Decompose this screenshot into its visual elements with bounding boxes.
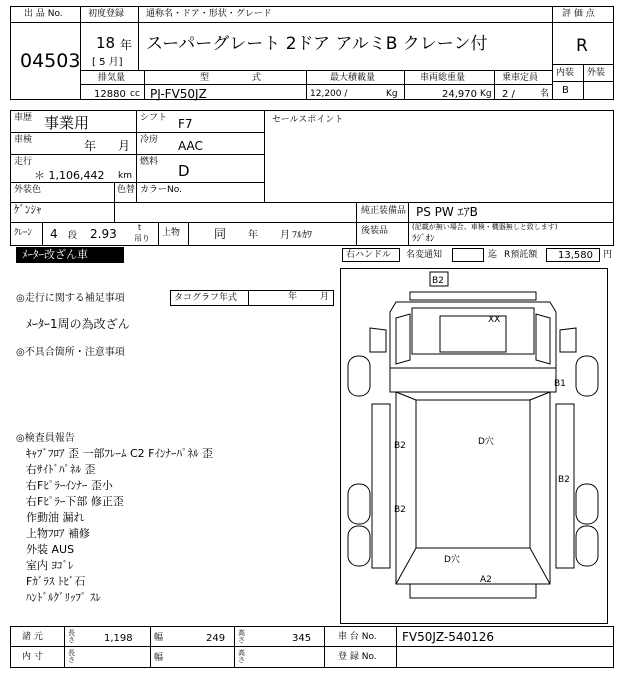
interior-grade-label: 内装 [556, 68, 575, 78]
inspection-year: 年 [84, 139, 97, 153]
chassis-value: FV50JZ-540126 [402, 630, 495, 644]
inspector-lines [26, 448, 336, 608]
gross-weight-value: 24,970 [442, 89, 477, 100]
color-code-label: カラーNo. [140, 185, 182, 195]
inspector-line: 室内 ﾖｺﾞﾚ [26, 559, 74, 572]
rating-label: 評 価 点 [562, 9, 595, 19]
inspector-line: 作動油 漏れ [26, 511, 85, 524]
inspection-month: 月 [118, 139, 131, 153]
length-label: 長さ [68, 649, 75, 664]
tachograph-year: 年 [288, 292, 298, 302]
running-note-text: ﾒｰﾀｰ1周の為改ざん [26, 317, 130, 331]
displacement-unit: cc [130, 89, 140, 99]
length-label: 長さ [68, 629, 75, 644]
height-label: 高さ [238, 649, 245, 664]
model-label: 型 式 [200, 73, 281, 83]
registration-label: 登 録 No. [338, 652, 377, 662]
shift-label: シフト [140, 113, 168, 123]
inspector-line: 右Fﾋﾟﾗｰｲﾝﾅｰ 歪小 [26, 479, 113, 492]
exterior-grade-label: 外装 [587, 68, 606, 78]
crane-capacity-unit-bottom: 吊り [134, 234, 150, 243]
damage-mark: D穴 [478, 437, 494, 447]
r-deposit-unit: 円 [603, 250, 613, 260]
history-label: 車歴 [14, 113, 33, 123]
inspector-line: ｷｬﾌﾞﾌﾛｱ 歪 一部ﾌﾚｰﾑ C2 Fｲﾝﾅｰﾊﾟﾈﾙ 歪 [26, 447, 213, 460]
upper-body-maker: ﾌﾙｶﾜ [292, 230, 312, 241]
spec-label: 諸 元 [22, 632, 43, 642]
first-registration-year-unit: 年 [120, 38, 133, 52]
first-registration-label: 初度登録 [88, 9, 125, 19]
crane-stages: 4 [50, 227, 58, 241]
displacement-label: 排気量 [98, 73, 126, 83]
width-label: 幅 [154, 653, 164, 663]
interior-dim-label: 内 寸 [22, 652, 43, 662]
equipment-value: PS PW ｴｱB [416, 205, 478, 219]
max-load-value: 12,200 / [310, 89, 348, 99]
r-deposit-value: 13,580 [558, 250, 593, 261]
first-registration-year: 18 [96, 34, 116, 52]
history-value: 事業用 [44, 114, 90, 132]
running-note-label: ◎走行に関する補足事項 [16, 293, 125, 304]
inspector-line: 右ｻｲﾄﾞﾊﾟﾈﾙ 歪 [26, 463, 96, 476]
damage-mark: D穴 [444, 555, 460, 565]
shift-value: F7 [178, 117, 193, 131]
vehicle-name-label: 通称名・ドア・形状・グレード [146, 9, 272, 19]
gross-weight-unit: Kg [480, 89, 492, 99]
mileage-label: 走行 [14, 157, 33, 167]
max-load-unit: Kg [386, 89, 398, 99]
capacity-unit: 名 [540, 89, 550, 99]
first-registration-month: [ 5 月] [92, 57, 123, 68]
upper-body-label: 上物 [162, 228, 181, 238]
sales-point-label: セールスポイント [272, 115, 344, 125]
length-value: 1,198 [104, 633, 133, 644]
damage-mark: XX [488, 315, 501, 325]
tachograph-month: 月 [320, 292, 330, 302]
aftermarket-note: (記載が無い場合、車検・機器無しと致します) [412, 223, 558, 231]
name-change-label: 名変通知 [406, 250, 443, 260]
equipment-label: 純正装備品 [361, 206, 407, 216]
crane-stage-unit: 段 [68, 231, 78, 241]
capacity-label: 乗車定員 [502, 73, 539, 83]
chassis-label: 車 台 No. [338, 632, 377, 642]
width-value: 249 [206, 633, 226, 644]
mileage-unit: km [118, 171, 132, 181]
inspector-line: ﾊﾝﾄﾞﾙｸﾞﾘｯﾌﾟ ｽﾚ [26, 591, 101, 604]
fuel-value: D [178, 162, 190, 180]
auction-sheet [10, 6, 614, 670]
r-deposit-label: R預託額 [504, 250, 538, 260]
until-label: 迄 [488, 250, 498, 260]
damage-mark: B2 [394, 505, 406, 515]
aftermarket-label: 後装品 [361, 226, 389, 236]
crane-capacity: 2.93 [90, 227, 117, 241]
upper-body-month: 月 [280, 230, 290, 241]
rating-value: R [576, 36, 588, 56]
damage-mark: B2 [558, 475, 570, 485]
lot-number: 04503 [20, 50, 81, 72]
model-value: PJ-FV50JZ [150, 87, 207, 101]
interior-grade-value: B [562, 85, 569, 96]
inspector-line: 上物ﾌﾛｱ 補修 [26, 527, 90, 540]
ac-label: 冷房 [140, 135, 159, 145]
damage-mark: B2 [432, 276, 444, 286]
right-handle-label: 右ハンドル [346, 250, 392, 260]
displacement-value: 12880 [94, 89, 126, 100]
name-change-box [452, 248, 484, 262]
mileage-value: ＊ 1,106,442 [34, 169, 105, 182]
crane-capacity-unit-top: t [138, 223, 142, 232]
defect-label: ◎不具合箇所・注意事項 [16, 347, 125, 358]
inspection-label: 車検 [14, 135, 33, 145]
height-value: 345 [292, 633, 312, 644]
ac-value: AAC [178, 139, 203, 153]
tachograph-label: タコグラフ年式 [174, 293, 238, 303]
upper-body-year: 年 [248, 230, 258, 241]
color-change-label: 色替 [117, 185, 136, 195]
inspector-line: 外装 AUS [26, 543, 75, 556]
damage-mark: A2 [480, 575, 492, 585]
inspector-line: 右Fﾋﾟﾗｰ下部 修正歪 [26, 495, 124, 508]
exterior-color-label: 外装色 [14, 185, 42, 195]
lot-label: 出 品 No. [24, 9, 63, 19]
aftermarket-value: ﾗｼﾞｵﾝ [412, 234, 435, 244]
max-load-label: 最大積載量 [330, 73, 376, 83]
gross-weight-label: 車両総重量 [420, 73, 466, 83]
crane-label: ｸﾚｰﾝ [14, 228, 33, 238]
exterior-color-value: ｹﾞﾝｼｬ [14, 203, 42, 216]
inspector-label: ◎検査員報告 [16, 433, 75, 444]
damage-mark: B2 [394, 441, 406, 451]
footer-section [10, 626, 614, 668]
truck-diagram [340, 268, 608, 624]
upper-body-same: 同 [214, 227, 227, 241]
capacity-value: 2 / [502, 89, 515, 100]
width-label: 幅 [154, 633, 164, 643]
height-label: 高さ [238, 629, 245, 644]
grade-text: スーパーグレート 2ドア アルミB クレーン付 [146, 34, 488, 54]
inspector-line: Fｶﾞﾗｽ ﾄﾋﾞ石 [26, 575, 86, 588]
fuel-label: 燃料 [140, 157, 159, 167]
tampered-meter-banner: ﾒｰﾀｰ改ざん車 [16, 247, 124, 263]
damage-mark: B1 [554, 379, 566, 389]
